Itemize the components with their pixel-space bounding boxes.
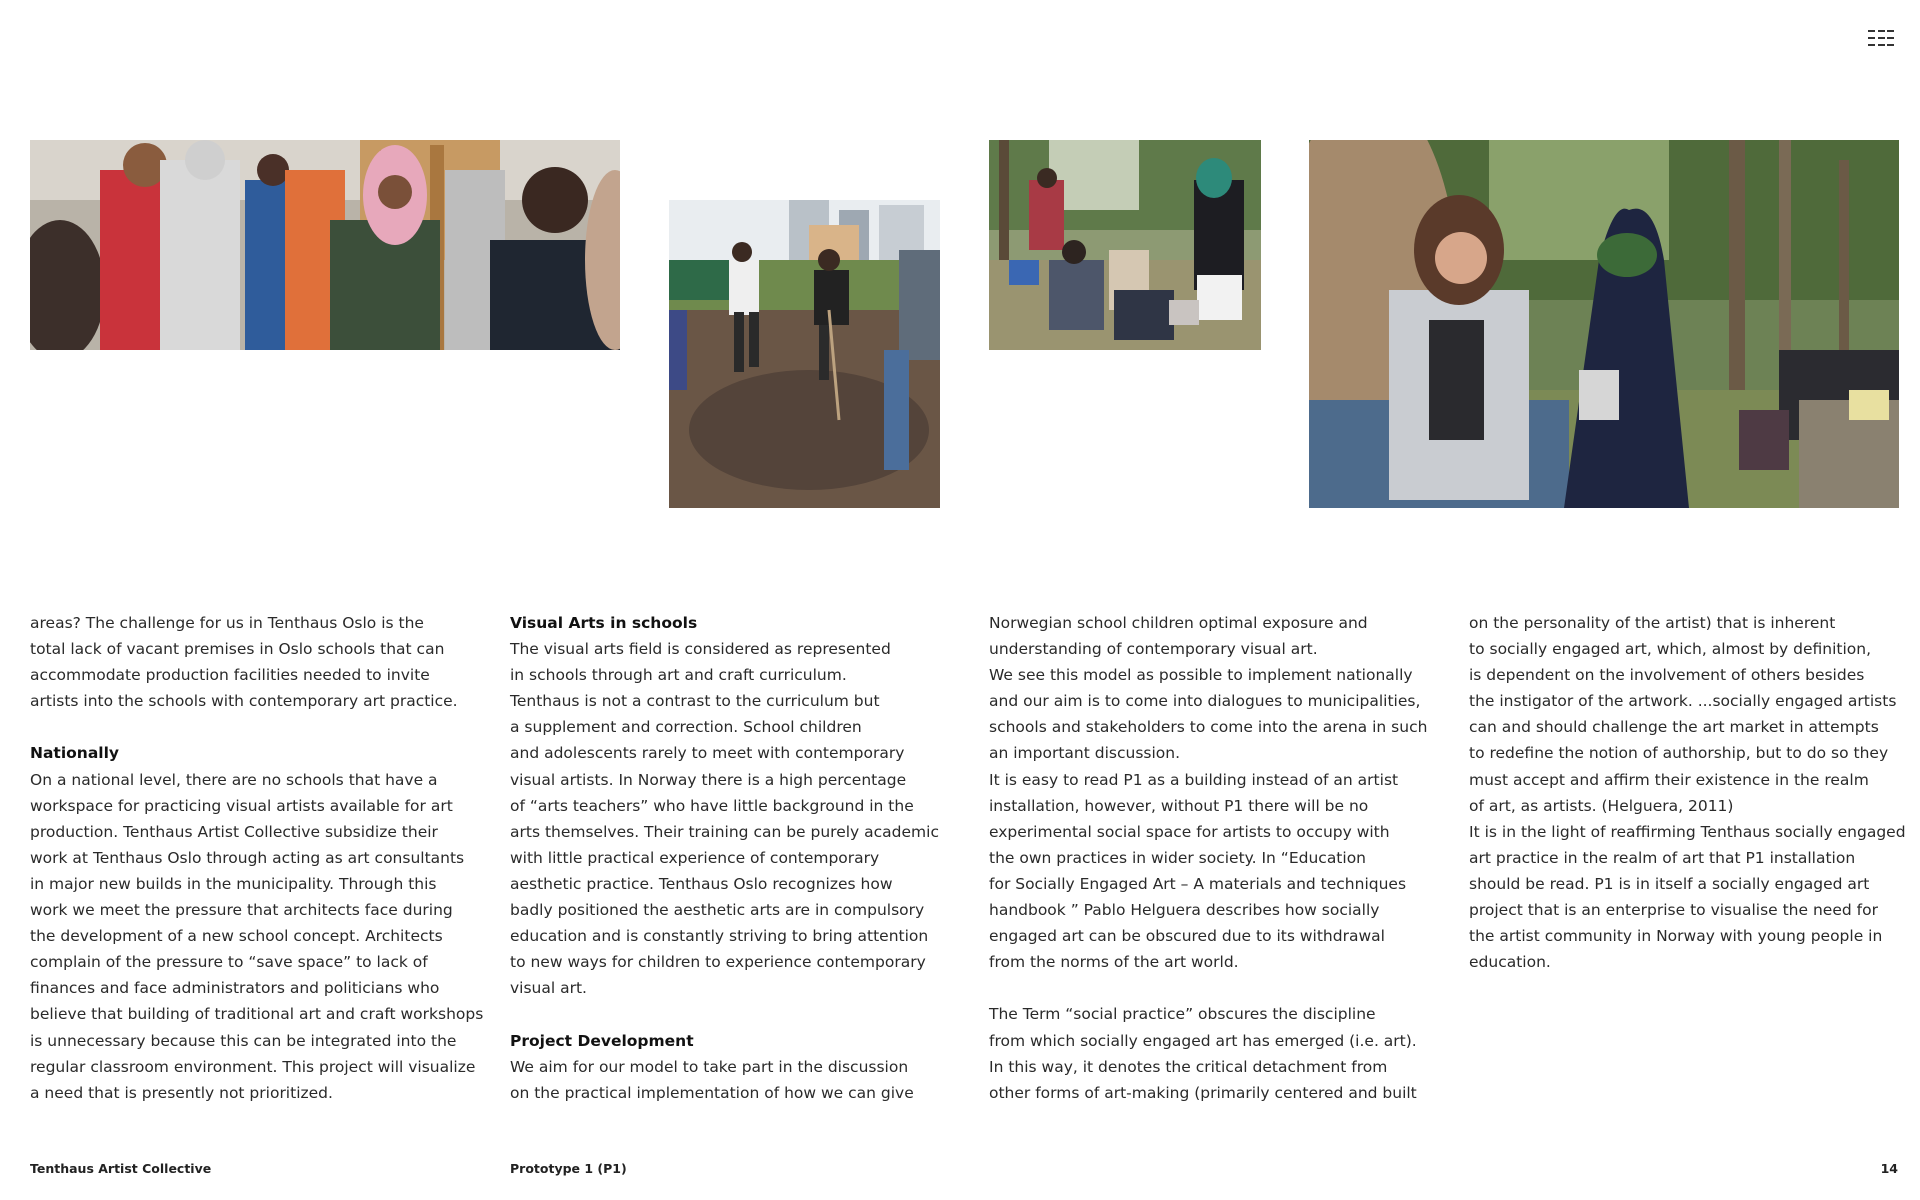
body-text-line: in major new builds in the municipality. Through this: [30, 874, 437, 893]
body-text-line: to new ways for children to experience contemporary: [510, 953, 926, 972]
photo-workshop-group: [30, 140, 620, 350]
body-text-line: other forms of art-making (primarily centered and built: [989, 1083, 1417, 1102]
body-text-line: It is in the light of reaffirming Tenthaus socially engaged: [1469, 822, 1906, 841]
text-column-4: [1469, 610, 1914, 975]
body-text-line: a need that is presently not prioritized.: [30, 1083, 333, 1102]
body-text-line: accommodate production facilities needed to invite: [30, 666, 430, 685]
body-text-line: installation, however, without P1 there will be no: [989, 796, 1369, 815]
body-text-line: areas? The challenge for us in Tenthaus Oslo is the: [30, 614, 424, 632]
body-text-line: to socially engaged art, which, almost by definition,: [1469, 640, 1872, 659]
body-text-line: engaged art can be obscured due to its withdrawal: [989, 927, 1385, 946]
body-text-line: work at Tenthaus Oslo through acting as art consultants: [30, 848, 465, 867]
body-text-line: in schools through art and craft curriculum.: [510, 666, 847, 685]
body-text-line: arts themselves. Their training can be purely academic: [510, 822, 939, 841]
body-text-line: Norwegian school children optimal exposure and: [989, 614, 1368, 632]
body-text-line: We see this model as possible to implement nationally: [989, 666, 1413, 685]
body-text-line: schools and stakeholders to come into the arena in such: [989, 718, 1428, 737]
text-column-1: [30, 610, 484, 1106]
body-text-line: a supplement and correction. School children: [510, 718, 862, 737]
body-text-line: from which socially engaged art has emerged (i.e. art).: [989, 1031, 1417, 1050]
body-text-line: of art, as artists. (Helguera, 2011): [1469, 796, 1734, 815]
body-text-line: is unnecessary because this can be integrated into the: [30, 1031, 457, 1050]
body-text-line: the artist community in Norway with young people in: [1469, 927, 1883, 946]
photo-garden-digging: [669, 200, 940, 508]
body-text-line: artists into the schools with contemporary art practice.: [30, 692, 458, 711]
body-text-line: with little practical experience of contemporary: [510, 848, 880, 867]
body-text-line: complain of the pressure to “save space” to lack of: [30, 953, 428, 972]
body-text-line: on the practical implementation of how we can give: [510, 1083, 914, 1102]
body-text-line: We aim for our model to take part in the discussion: [510, 1057, 909, 1076]
body-text-line: experimental social space for artists to occupy with: [989, 822, 1390, 841]
body-text-line: understanding of contemporary visual art.: [989, 640, 1318, 659]
body-text-line: total lack of vacant premises in Oslo schools that can: [30, 640, 445, 659]
paragraph-spacer: [989, 975, 1434, 1001]
body-text-line: visual art.: [510, 979, 587, 998]
footer-collective-name: Tenthaus Artist Collective: [30, 1161, 212, 1176]
text-column-3: [989, 610, 1434, 1106]
text-column-2: [510, 610, 955, 1106]
body-text-line: The Term “social practice” obscures the discipline: [989, 1005, 1376, 1024]
body-text-line: work we meet the pressure that architects face during: [30, 901, 453, 920]
body-text-line: It is easy to read P1 as a building instead of an artist: [989, 770, 1399, 789]
body-text-line: an important discussion.: [989, 744, 1181, 763]
photo-forest-group: [989, 140, 1261, 350]
grid-menu-icon[interactable]: [1868, 30, 1898, 54]
body-text-line: must accept and affirm their existence in the realm: [1469, 770, 1869, 789]
body-text-line: finances and face administrators and politicians who: [30, 979, 440, 998]
section-heading: Project Development: [510, 1031, 694, 1050]
body-text-line: the instigator of the artwork. ...socially engaged artists: [1469, 692, 1897, 711]
body-text-line: for Socially Engaged Art – A materials and techniques: [989, 874, 1407, 893]
body-text-line: and adolescents rarely to meet with contemporary: [510, 744, 905, 763]
body-text-line: project that is an enterprise to visualise the need for: [1469, 901, 1878, 920]
section-heading: Nationally: [30, 744, 120, 763]
body-text-line: aesthetic practice. Tenthaus Oslo recognizes how: [510, 874, 893, 893]
body-text-line: regular classroom environment. This project will visualize: [30, 1057, 476, 1076]
paragraph-spacer: [510, 1001, 955, 1027]
body-text-line: can and should challenge the art market in attempts: [1469, 718, 1879, 737]
body-text-line: should be read. P1 is in itself a socially engaged art: [1469, 874, 1870, 893]
body-text-line: the own practices in wider society. In “Education: [989, 848, 1367, 867]
paragraph-spacer: [30, 714, 475, 740]
body-text-line: the development of a new school concept. Architects: [30, 927, 443, 946]
page-number: 14: [1880, 1161, 1898, 1176]
body-text-line: workspace for practicing visual artists available for art: [30, 796, 453, 815]
photo-forest-masks: [1309, 140, 1899, 508]
body-text-line: art practice in the realm of art that P1 installation: [1469, 848, 1856, 867]
body-text-line: In this way, it denotes the critical detachment from: [989, 1057, 1388, 1076]
footer-project-name: Prototype 1 (P1): [510, 1161, 627, 1176]
body-text-line: is dependent on the involvement of others besides: [1469, 666, 1865, 685]
body-text-line: badly positioned the aesthetic arts are in compulsory: [510, 901, 925, 920]
body-text-line: handbook ” Pablo Helguera describes how socially: [989, 901, 1380, 920]
body-text-line: from the norms of the art world.: [989, 953, 1239, 972]
section-heading: Visual Arts in schools: [510, 614, 698, 632]
body-text-line: believe that building of traditional art and craft workshops: [30, 1005, 484, 1024]
body-text-line: visual artists. In Norway there is a high percentage: [510, 770, 907, 789]
body-text-line: The visual arts field is considered as represented: [510, 640, 891, 659]
body-text-line: On a national level, there are no schools that have a: [30, 770, 438, 789]
body-text-line: Tenthaus is not a contrast to the curriculum but: [510, 692, 880, 711]
body-text-line: of “arts teachers” who have little background in the: [510, 796, 914, 815]
body-text-line: education.: [1469, 953, 1551, 972]
body-text-line: and our aim is to come into dialogues to municipalities,: [989, 692, 1421, 711]
body-text-line: production. Tenthaus Artist Collective subsidize their: [30, 822, 438, 841]
body-text-line: education and is constantly striving to bring attention: [510, 927, 929, 946]
body-text-line: on the personality of the artist) that is inherent: [1469, 614, 1836, 632]
body-text-line: to redefine the notion of authorship, but to do so they: [1469, 744, 1889, 763]
